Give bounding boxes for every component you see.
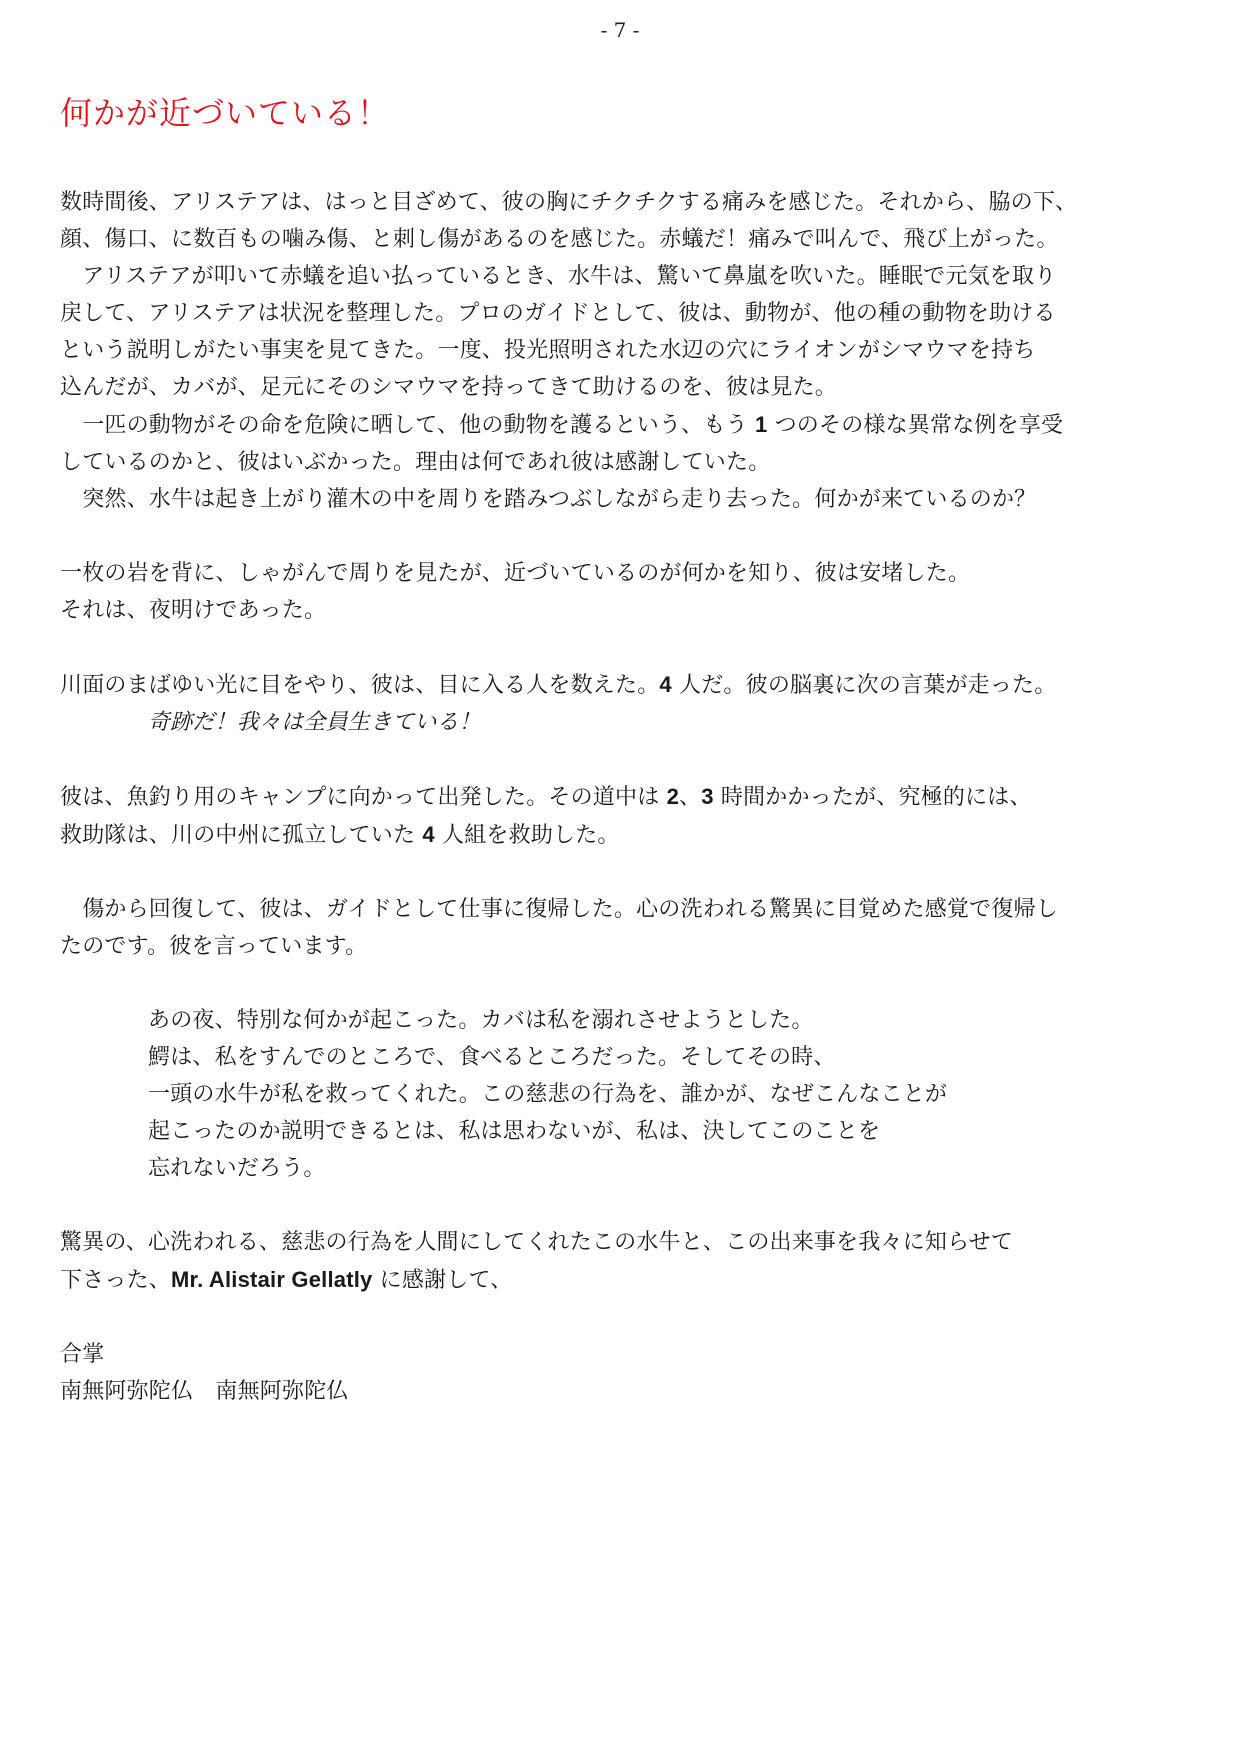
- spacer: [60, 965, 1182, 1002]
- closing-line: 合掌: [60, 1342, 105, 1367]
- page-title: 何かが近づいている！: [60, 94, 391, 132]
- number-span: 3: [701, 784, 714, 809]
- spacer: [60, 629, 1182, 666]
- quote-line: 鰐は、私をすんでのところで、食べるところだった。そしてその時、: [148, 1045, 836, 1070]
- text-span: 人組を救助した。: [434, 823, 620, 848]
- spacer: [60, 518, 1182, 555]
- person-name: Mr. Alistair Gellatly: [171, 1267, 373, 1292]
- spacer: [60, 854, 1182, 891]
- paragraph-line: [60, 778, 1182, 816]
- quote-line: 起こったのか説明できるとは、私は思わないが、私は、決してこのことを: [148, 1119, 881, 1144]
- page-number: - 7 -: [600, 18, 640, 42]
- quote-line: あの夜、特別な何かが起こった。カバは私を溺れさせようとした。: [148, 1008, 814, 1033]
- paragraph-line: 数時間後、アリステアは、はっと目ざめて、彼の胸にチクチクする痛みを感じた。それから、脇の下、: [60, 190, 1078, 215]
- paragraph-line: [60, 666, 1182, 704]
- text-span: つのその様な異常な例を享受: [767, 413, 1064, 438]
- text-span: 時間かかったが、究極的には、: [713, 785, 1032, 810]
- paragraph-line: 傷から回復して、彼は、ガイドとして仕事に復帰した。心の洗われる驚異に目覚めた感覚で復帰し: [60, 897, 1058, 922]
- text-span: 一匹の動物がその命を危険に晒して、他の動物を護るという、もう: [60, 413, 755, 438]
- text-span: 下さった、: [60, 1268, 172, 1293]
- paragraph-line: [60, 816, 1182, 854]
- document-body: [60, 184, 1182, 1410]
- spacer: [60, 1187, 1182, 1224]
- number-span: 1: [754, 412, 768, 437]
- closing-line: 南無阿弥陀仏 南無阿弥陀仏: [60, 1379, 349, 1404]
- paragraph-line: 戻して、アリステアは状況を整理した。プロのガイドとして、彼は、動物が、他の種の動物を助ける: [60, 301, 1056, 326]
- number-span: 4: [422, 822, 435, 847]
- paragraph-line: たのです。彼を言っています。: [60, 934, 368, 959]
- text-span: に感謝して、: [372, 1268, 513, 1293]
- paragraph-line: それは、夜明けであった。: [60, 598, 327, 623]
- spacer: [60, 1299, 1182, 1336]
- paragraph-line: 突然、水牛は起き上がり灌木の中を周りを踏みつぶしながら走り去った。何かが来ているのか？: [60, 487, 1037, 512]
- text-span: 人だ。彼の脳裏に次の言葉が走った。: [671, 673, 1057, 698]
- spacer: [60, 741, 1182, 778]
- paragraph-line: アリステアが叩いて赤蟻を追い払っているとき、水牛は、驚いて鼻嵐を吹いた。睡眠で元気を取り: [60, 264, 1057, 289]
- paragraph-line: 一枚の岩を背に、しゃがんで周りを見たが、近づいているのが何かを知り、彼は安堵した。: [60, 561, 971, 586]
- number-span: 2: [666, 784, 680, 809]
- paragraph-line: [60, 1261, 1182, 1299]
- quote-line: 忘れないだろう。: [148, 1156, 326, 1181]
- text-span: 彼は、魚釣り用のキャンプに向かって出発した。その道中は: [60, 785, 667, 810]
- paragraph-line: 込んだが、カバが、足元にそのシマウマを持ってきて助けるのを、彼は見た。: [60, 375, 838, 400]
- number-span: 4: [659, 672, 672, 697]
- text-span: 、: [679, 785, 702, 810]
- text-span: 川面のまばゆい光に目をやり、彼は、目に入る人を数えた。: [60, 673, 660, 698]
- paragraph-line: 顔、傷口、に数百もの噛み傷、と刺し傷があるのを感じた。赤蟻だ！痛みで叫んで、飛び上がった。: [60, 227, 1059, 252]
- paragraph-line: 驚異の、心洗われる、慈悲の行為を人間にしてくれたこの水牛と、この出来事を我々に知らせて: [60, 1230, 1014, 1255]
- italic-line: 奇跡だ！我々は全員生きている！: [148, 710, 482, 735]
- paragraph-line: という説明しがたい事実を見てきた。一度、投光照明された水辺の穴にライオンがシマウマを持ち: [60, 338, 1036, 363]
- paragraph-line: しているのかと、彼はいぶかった。理由は何であれ彼は感謝していた。: [60, 450, 771, 475]
- quote-line: 一頭の水牛が私を救ってくれた。この慈悲の行為を、誰かが、なぜこんなことが: [148, 1082, 948, 1107]
- paragraph-line: [60, 406, 1182, 444]
- text-span: 救助隊は、川の中州に孤立していた: [60, 823, 423, 848]
